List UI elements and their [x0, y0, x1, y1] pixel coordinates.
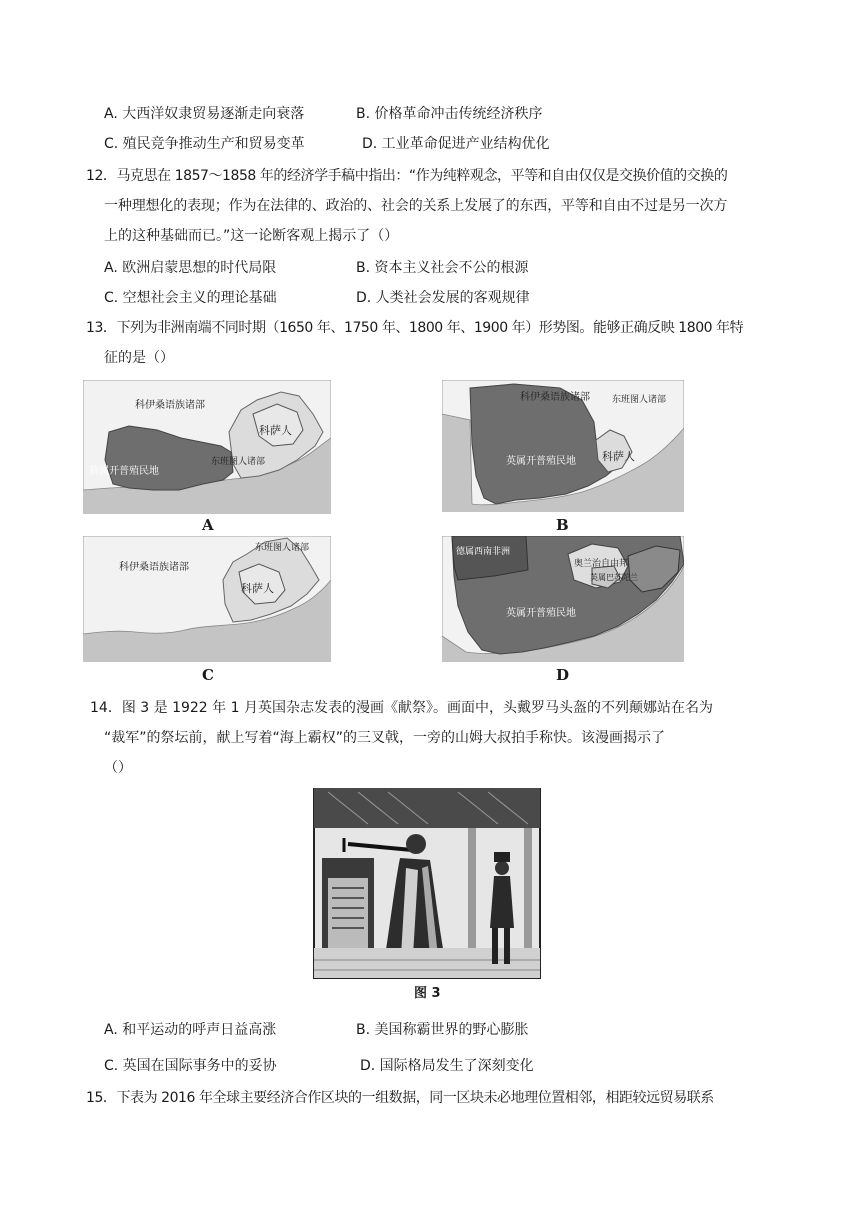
map-c-label-3: 科萨人	[241, 582, 274, 595]
map-d-letter: D	[556, 666, 570, 684]
q13-stem-line1: 13．下列为非洲南端不同时期（1650 年、1750 年、1800 年、1900 年）形势图。能够正确反映 1800 年特	[86, 320, 744, 336]
q12-stem-line1: 12．马克思在 1857～1858 年的经济学手稿中指出：“作为纯粹观念，平等和自由仅仅是交换价值的交换的	[86, 168, 728, 184]
q11-option-b: B. 价格革命冲击传统经济秩序	[356, 106, 543, 122]
q12-option-d: D. 人类社会发展的客观规律	[356, 290, 530, 306]
map-b	[442, 380, 684, 512]
map-a-label-4: 荷属开普殖民地	[89, 466, 159, 477]
map-a-label-2: 科萨人	[259, 424, 292, 437]
map-b-label-4: 科萨人	[602, 450, 635, 463]
q11-option-d: D. 工业革命促进产业结构优化	[362, 136, 550, 152]
q14-figure-caption: 图 3	[414, 986, 441, 1001]
q14-option-a: A. 和平运动的呼声日益高涨	[104, 1022, 277, 1038]
q12-stem-line2: 一种理想化的表现；作为在法律的、政治的、社会的关系上发展了的东西，平等和自由不过是另一次方	[104, 198, 728, 214]
q14-stem-line1: 14．图 3 是 1922 年 1 月英国杂志发表的漫画《献祭》。画面中，头戴罗马头盔的不列颠娜站在名为	[90, 700, 713, 716]
q12-stem-line3: 上的这种基础而已。”这一论断客观上揭示了（）	[104, 228, 399, 244]
map-d	[442, 536, 684, 662]
q14-cartoon-figure	[308, 788, 550, 1004]
q14-option-c: C. 英国在国际事务中的妥协	[104, 1058, 277, 1074]
map-b-label-2: 东班图人诸部	[612, 395, 667, 405]
map-a	[83, 380, 331, 514]
map-a-label-1: 科伊桑语族诸部	[135, 400, 205, 411]
map-b-label-1: 科伊桑语族诸部	[520, 392, 590, 403]
map-a-letter: A	[202, 516, 214, 534]
map-b-letter: B	[556, 516, 569, 534]
q14-option-b: B. 美国称霸世界的野心膨胀	[356, 1022, 529, 1038]
map-b-label-3: 英属开普殖民地	[506, 456, 576, 467]
q12-option-b: B. 资本主义社会不公的根源	[356, 260, 529, 276]
map-d-label-3: 英属巴苏陀兰	[590, 573, 638, 582]
q14-option-d: D. 国际格局发生了深刻变化	[360, 1058, 534, 1074]
q15-stem-line1: 15．下表为 2016 年全球主要经济合作区块的一组数据，同一区块未必地理位置相邻，相距较远贸易联系	[86, 1090, 714, 1106]
map-c-label-1: 东班图人诸部	[255, 543, 310, 553]
map-c	[83, 536, 331, 662]
map-c-letter: C	[202, 666, 214, 684]
q13-stem-line2: 征的是（）	[104, 350, 174, 366]
q11-option-c: C. 殖民竞争推动生产和贸易变革	[104, 136, 305, 152]
map-c-label-2: 科伊桑语族诸部	[119, 562, 189, 573]
map-d-label-4: 英属开普殖民地	[506, 608, 576, 619]
map-a-label-3: 东班图人诸部	[211, 457, 266, 467]
q12-option-a: A. 欧洲启蒙思想的时代局限	[104, 260, 277, 276]
map-d-label-1: 德属西南非洲	[456, 547, 511, 557]
q12-option-c: C. 空想社会主义的理论基础	[104, 290, 277, 306]
q14-stem-line2: “裁军”的祭坛前，献上写着“海上霸权”的三叉戟，一旁的山姆大叔拍手称快。该漫画揭示了	[104, 730, 666, 746]
q14-stem-line3: （）	[104, 760, 132, 776]
map-d-label-2: 奥兰治自由邦	[574, 559, 629, 569]
q11-option-a: A. 大西洋奴隶贸易逐渐走向衰落	[104, 106, 305, 122]
